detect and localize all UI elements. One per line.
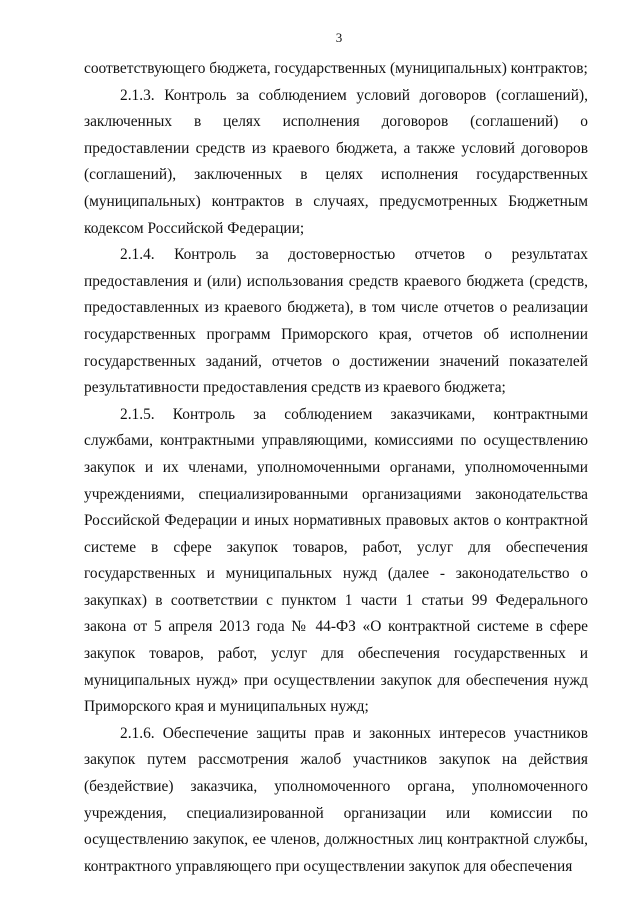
paragraph-continuation: соответствующего бюджета, государственных (муниципальных) контрактов;: [84, 60, 588, 77]
paragraph-2-1-4: 2.1.4. Контроль за достоверностью отчетов о результатах предоставления и (или) использования средств краевого бюджета (средств, предоставленных из краевого бюджета), в том числе отчетов о реализации государственных программ Приморского края, отчетов об исполнении государственных заданий, отчетов о достижении значений показателей результативности предоставления средств из краевого бюджета;: [84, 246, 588, 397]
page-number: 3: [335, 30, 343, 45]
paragraph-2-1-3: 2.1.3. Контроль за соблюдением условий договоров (соглашений), заключенных в целях исполнения договоров (соглашений) о предоставлении средств из краевого бюджета, а также условий договоров (соглашений), заключенных в целях исполнения государственных (муниципальных) контрактов в случаях, предусмотренных Бюджетным кодексом Российской Федерации;: [84, 86, 588, 237]
paragraph-2-1-5: 2.1.5. Контроль за соблюдением заказчиками, контрактными службами, контрактными управляющими, комиссиями по осуществлению закупок и их членами, уполномоченными органами, уполномоченными учреждениями, специализированными организациями законодательства Российской Федерации и иных нормативных правовых актов о контрактной системе в сфере закупок товаров, работ, услуг для обеспечения государственных и муниципальных нужд (далее - законодательство о закупках) в соответствии с пунктом 1 части 1 статьи 99 Федерального закона от 5 апреля 2013 года № 44-ФЗ «О контрактной системе в сфере закупок товаров, работ, услуг для обеспечения государственных и муниципальных нужд» при осуществлении закупок для обеспечения нужд Приморского края и муниципальных нужд;: [84, 405, 588, 716]
document-page: [84, 28, 588, 880]
paragraph-2-1-6: 2.1.6. Обеспечение защиты прав и законных интересов участников закупок путем рассмотрения жалоб участников закупок на действия (бездействие) заказчика, уполномоченного органа, уполномоченного учреждения, специализированной организации или комиссии по осуществлению закупок, ее членов, должностных лиц контрактной службы, контрактного управляющего при осуществлении закупок для обеспечения: [84, 724, 588, 875]
